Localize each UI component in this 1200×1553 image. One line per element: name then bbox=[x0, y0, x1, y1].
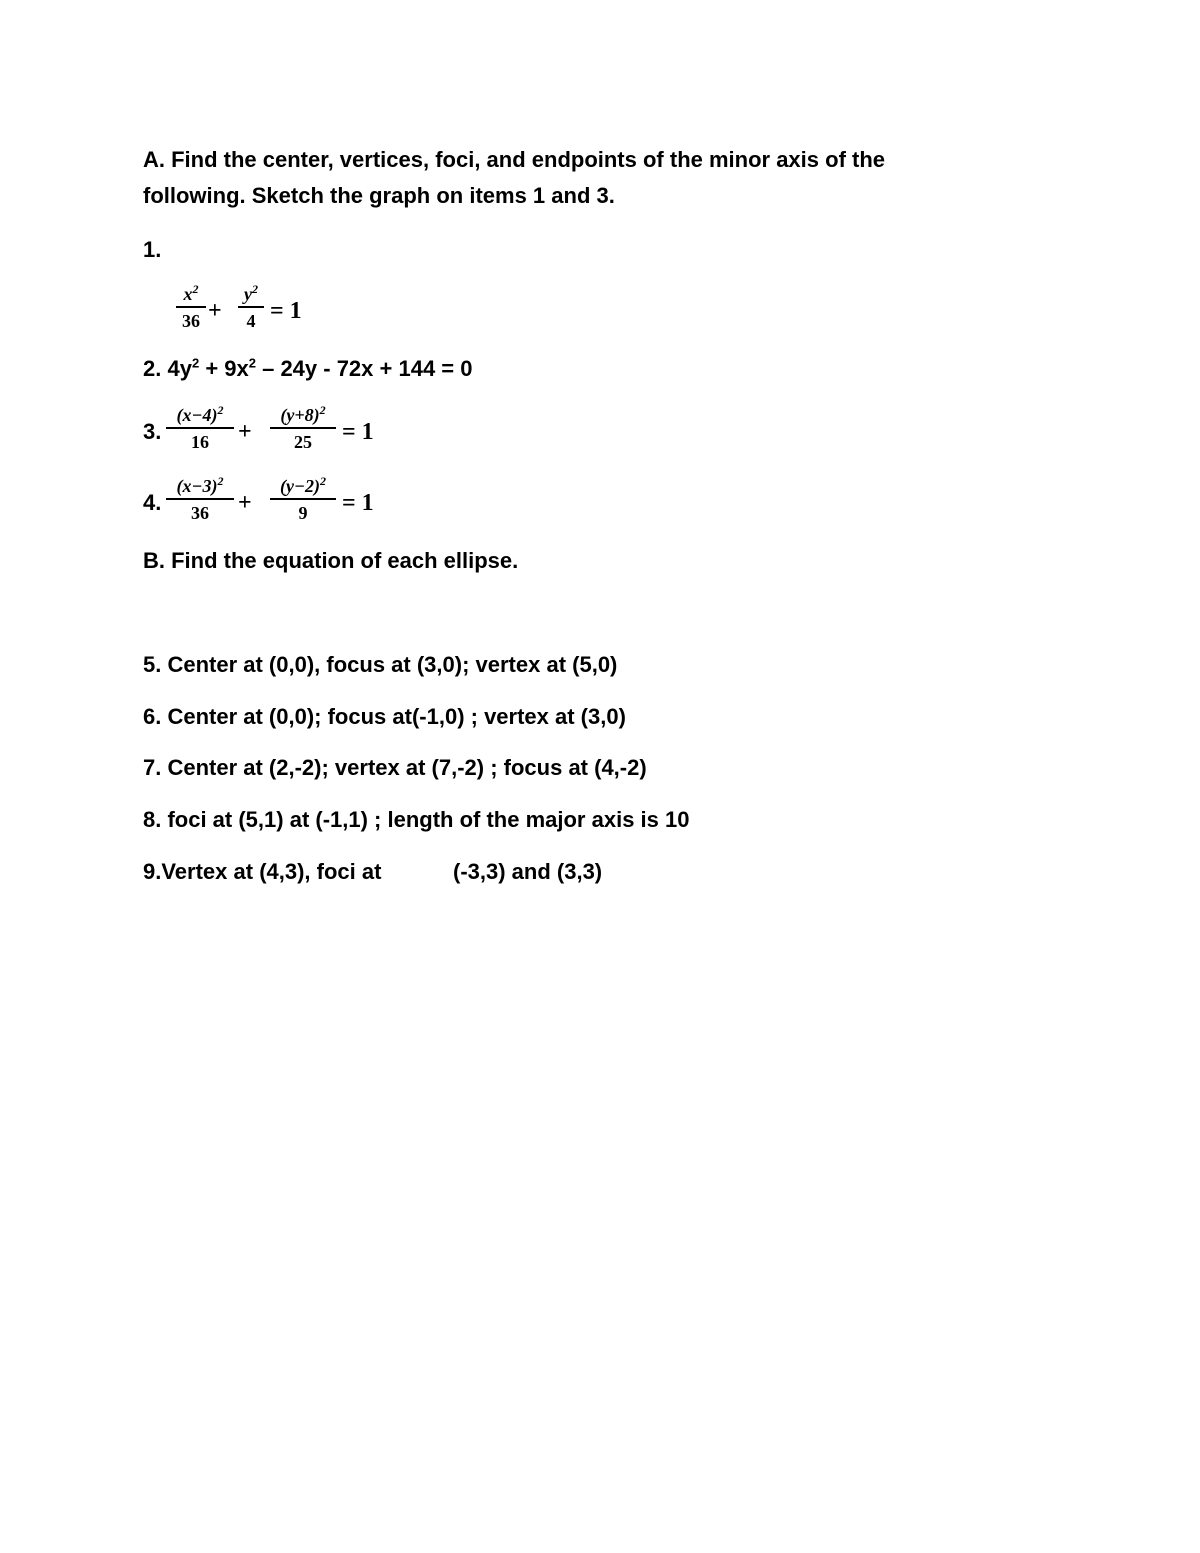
fraction-bar bbox=[270, 427, 336, 429]
item9-part1: 9.Vertex at (4,3), foci at bbox=[143, 859, 382, 884]
item1-frac2-numerator: $y^2$ bbox=[244, 282, 258, 304]
item2-exp2: 2 bbox=[248, 355, 256, 371]
item3-frac2-numerator: $(y+8)^2$ bbox=[280, 403, 326, 425]
fraction-bar bbox=[166, 427, 234, 429]
item9-part2: (-3,3) and (3,3) bbox=[453, 859, 603, 884]
item4-plus: + bbox=[238, 490, 252, 516]
item1-fraction-x bbox=[176, 284, 206, 331]
item3-frac1-denominator: 16 bbox=[191, 432, 209, 452]
item3-label: 3. bbox=[143, 419, 162, 444]
item2-term2: + 9x bbox=[199, 356, 249, 381]
item4-frac1-denominator: 36 bbox=[191, 503, 209, 523]
item1-frac1-denominator: 36 bbox=[182, 311, 200, 331]
item3-frac2-denominator: 25 bbox=[294, 432, 312, 452]
item7: 7. Center at (2,-2); vertex at (7,-2) ; focus at (4,-2) bbox=[143, 755, 647, 780]
part-b-instruction: B. Find the equation of each ellipse. bbox=[143, 548, 519, 573]
item2-equation bbox=[143, 356, 473, 382]
item2-label: 2. bbox=[143, 356, 162, 381]
item1-label: 1. bbox=[143, 237, 162, 262]
item3-rhs: = 1 bbox=[342, 419, 374, 445]
item2-term3: – 24y - 72x + 144 = 0 bbox=[255, 356, 473, 381]
item3-fraction-x bbox=[166, 405, 234, 452]
item2-term1: 4y bbox=[167, 356, 192, 381]
fraction-bar bbox=[270, 498, 336, 500]
item1-plus: + bbox=[208, 298, 222, 324]
item3-frac1-numerator: $(x-4)^2$ bbox=[176, 403, 224, 425]
item6: 6. Center at (0,0); focus at(-1,0) ; vertex at (3,0) bbox=[143, 704, 626, 729]
fraction-bar bbox=[176, 306, 206, 308]
item4-frac2-denominator: 9 bbox=[298, 503, 308, 523]
fraction-bar bbox=[166, 498, 234, 500]
item4-label: 4. bbox=[143, 490, 162, 515]
item4-rhs: = 1 bbox=[342, 490, 374, 516]
part-a-instruction-line1: A. Find the center, vertices, foci, and endpoints of the minor axis of the bbox=[143, 147, 886, 172]
item4-frac1-numerator: $(x-3)^2$ bbox=[176, 474, 224, 496]
item1-frac2-denominator: 4 bbox=[246, 311, 256, 331]
item3-plus: + bbox=[238, 419, 252, 445]
item4-fraction-y bbox=[270, 476, 336, 523]
part-a-instruction-line2: following. Sketch the graph on items 1 and 3. bbox=[143, 183, 615, 208]
item3-fraction-y bbox=[270, 405, 336, 452]
fraction-bar bbox=[238, 306, 264, 308]
item4-frac2-numerator: $(y-2)^2$ bbox=[280, 474, 326, 496]
item1-frac1-numerator: $x^2$ bbox=[183, 282, 199, 304]
item8: 8. foci at (5,1) at (-1,1) ; length of the major axis is 10 bbox=[143, 807, 690, 832]
item1-rhs: = 1 bbox=[270, 298, 302, 324]
item2-exp1: 2 bbox=[191, 355, 200, 371]
item5: 5. Center at (0,0), focus at (3,0); vertex at (5,0) bbox=[143, 652, 618, 677]
item1-fraction-y bbox=[238, 284, 264, 331]
item4-fraction-x bbox=[166, 476, 234, 523]
